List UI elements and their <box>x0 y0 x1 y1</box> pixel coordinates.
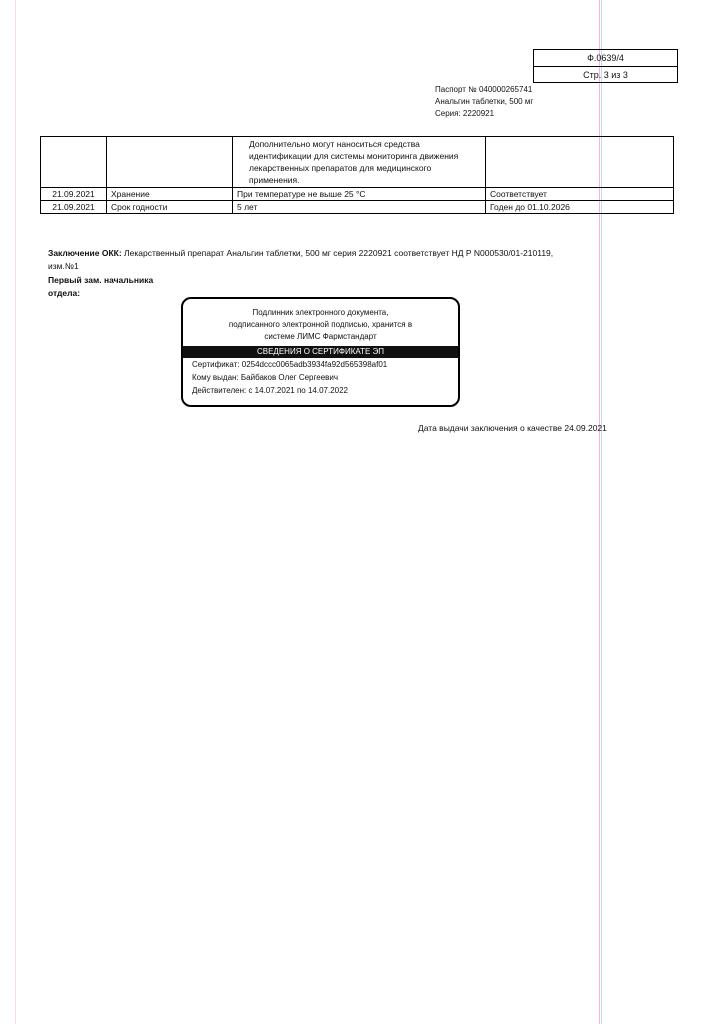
table-cell-result <box>486 137 674 188</box>
scan-artifact-line <box>15 0 16 1024</box>
stamp-text-line: системе ЛИМС Фармстандарт <box>264 332 377 341</box>
signer-title <box>48 274 153 300</box>
table-cell-name: Срок годности <box>107 201 233 214</box>
passport-series: Серия: 2220921 <box>435 109 495 118</box>
passport-info <box>435 84 533 120</box>
certificate-validity: Действителен: с 14.07.2021 по 14.07.2022 <box>192 386 348 395</box>
table-cell-name <box>107 137 233 188</box>
table-row <box>41 188 674 201</box>
stamp-text-line: подписанного электронной подписью, хранится в <box>228 320 413 329</box>
signer-position: Первый зам. начальника <box>48 275 154 285</box>
form-code: Ф.0639/4 <box>587 53 624 63</box>
certificate-info-bar: СВЕДЕНИЯ О СЕРТИФИКАТЕ ЭП <box>183 346 458 358</box>
conclusion-text: Лекарственный препарат Анальгин таблетки, 500 мг серия 2220921 соответствует НД Р N000530/01-210119, изм.№1 <box>48 248 554 271</box>
table-cell-requirement: Дополнительно могут наноситься средства идентификации для системы мониторинга движения лекарственных препаратов для медицинского применения. <box>233 137 486 188</box>
form-code-box <box>533 49 678 83</box>
table-cell-date: 21.09.2021 <box>41 188 107 201</box>
stamp-header <box>183 307 458 343</box>
table-cell-requirement: 5 лет <box>233 201 486 214</box>
certificate-number: Сертификат: 0254dccc0065adb3934fa92d565398af01 <box>192 360 388 369</box>
table-cell-result: Годен до 01.10.2026 <box>486 201 674 214</box>
passport-product: Анальгин таблетки, 500 мг <box>435 97 534 106</box>
test-results-table <box>40 136 674 214</box>
qc-conclusion <box>48 247 568 273</box>
table-cell-requirement: При температуре не выше 25 °С <box>233 188 486 201</box>
table-row <box>41 137 674 188</box>
page-number: Стр. 3 из 3 <box>534 66 677 83</box>
table-cell-date <box>41 137 107 188</box>
table-row <box>41 201 674 214</box>
table-cell-result: Соответствует <box>486 188 674 201</box>
issue-date: Дата выдачи заключения о качестве 24.09.2021 <box>418 423 607 433</box>
conclusion-label: Заключение ОКК: <box>48 248 122 258</box>
passport-number: Паспорт № 040000265741 <box>435 85 533 94</box>
table-cell-name: Хранение <box>107 188 233 201</box>
certificate-owner: Кому выдан: Байбаков Олег Сергеевич <box>192 373 339 382</box>
table-cell-date: 21.09.2021 <box>41 201 107 214</box>
stamp-text-line: Подлинник электронного документа, <box>252 308 389 317</box>
e-signature-stamp <box>181 297 460 407</box>
signer-department: отдела: <box>48 288 81 298</box>
